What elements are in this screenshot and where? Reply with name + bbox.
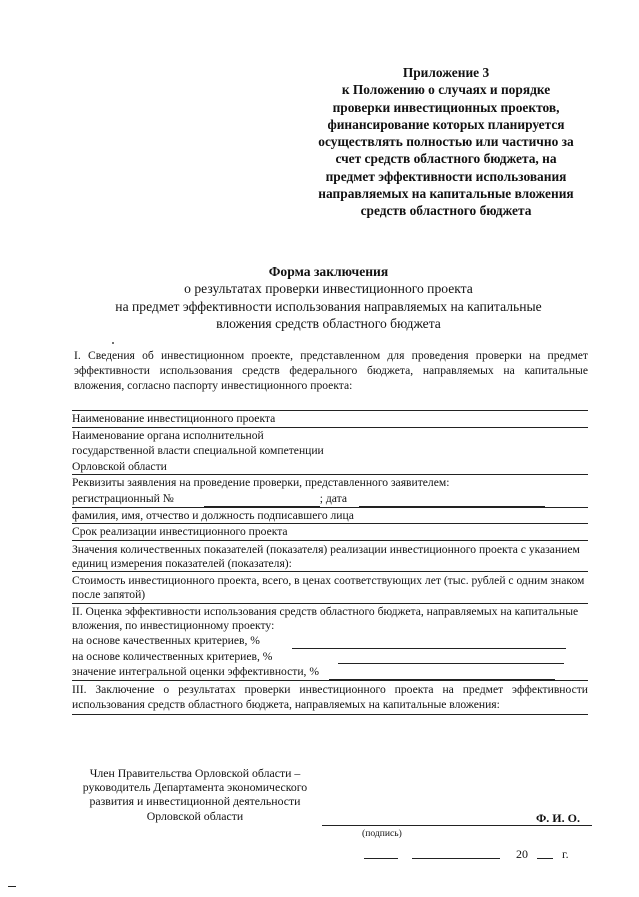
appendix-line: осуществлять полностью или частично за [318,134,574,150]
fio-label: Ф. И. О. [536,811,580,825]
form-title-main: Форма заключения [268,264,389,279]
signatory-block [64,766,326,823]
term-label: Срок реализации инвестиционного проекта [72,525,288,539]
qual-criteria-label: на основе качественных критериев, % [72,633,260,647]
quantitative-label: Значения количественных показателей (показателя) реализации инвестиционного проекта с указанием единиц измерения показателей (показателя): [72,542,580,570]
appendix-header [300,64,592,220]
appendix-line: предмет эффективности использования [325,168,567,184]
signatory-line: Орловской области [146,808,244,823]
appendix-line: Приложение 3 [402,65,490,80]
signature-caption: (подпись) [362,828,402,839]
section3-label: III. Заключение о результатах проверки инвестиционного проекта на предмет эффективности использования средств областного бюджета, направляемых на капитальные вложения: [72,682,588,711]
signer-label: фамилия, имя, отчество и должность подписавшего лица [72,508,354,522]
row-section2 [72,604,588,681]
integral-label: значение интегральной оценки эффективности, % [72,665,319,679]
form-title [60,263,597,333]
quant-criteria-row [72,649,588,665]
quant-criteria-label: на основе количественных критериев, % [72,649,273,663]
date-field[interactable] [359,494,545,507]
project-name-label: Наименование инвестиционного проекта [72,412,276,425]
reg-number-label: регистрационный № [72,491,174,505]
reg-number-field[interactable] [204,494,320,507]
row-term [72,524,588,541]
reg-line [72,491,588,508]
year-suffix: г. [562,847,569,861]
qual-criteria-field[interactable] [292,636,566,649]
integral-row [72,664,588,680]
row-requisites [72,475,588,524]
authority-label-3: Орловской области [72,459,167,473]
quant-criteria-field[interactable] [338,651,564,664]
appendix-line: направляемых на капитальные вложения [318,186,574,202]
signatory-line: развития и инвестиционной деятельности [89,794,301,809]
scan-speck [112,342,114,344]
row-quantitative [72,541,588,572]
signatory-line: Член Правительства Орловской области – [89,766,301,780]
form-title-line: вложения средств областного бюджета [216,316,441,332]
authority-label-1: Наименование органа исполнительной [72,428,264,442]
date-label: ; дата [319,491,347,505]
appendix-line: к Положению о случаях и порядке [341,82,551,98]
requisites-label: Реквизиты заявления на проведение проверки, представленного заявителем: [72,476,450,490]
month-field[interactable] [412,858,500,859]
cost-label: Стоимость инвестиционного проекта, всего, в ценах соответствующих лет (тыс. рублей с одним знаком после запятой) [72,574,585,602]
year-field[interactable] [537,858,553,859]
integral-field[interactable] [329,667,555,680]
row-cost [72,572,588,603]
row-authority [72,428,588,476]
day-field[interactable] [364,858,398,859]
signatory-line: руководитель Департамента экономического [82,780,308,795]
appendix-line: проверки инвестиционных проектов, [332,99,560,115]
section2-head: II. Оценка эффективности использования средств областного бюджета, направляемых на капитальные вложения, по инвестиционному проекту: [72,604,579,632]
qual-criteria-row [72,633,588,649]
appendix-line: счет средств областного бюджета, на [335,151,557,167]
authority-label-2: государственной власти специальной компетенции [72,444,324,458]
appendix-line: финансирование которых планируется [327,116,565,132]
section1-intro: I. Сведения об инвестиционном проекте, представленном для проведения проверки на предмет эффективности использования средств федерального бюджета, направляемых на капитальные вложения, согласно паспорту инвестиционного проекта: [74,349,588,392]
page-edge-mark [8,886,16,887]
form-title-line: на предмет эффективности использования направляемых на капитальные [115,298,542,314]
row-project-name [72,410,588,428]
row-section3 [72,681,588,716]
form-rows [72,410,588,715]
appendix-line: средств областного бюджета [360,203,532,219]
year-prefix: 20 [516,847,528,861]
form-title-line: о результатах проверки инвестиционного проекта [184,281,473,297]
